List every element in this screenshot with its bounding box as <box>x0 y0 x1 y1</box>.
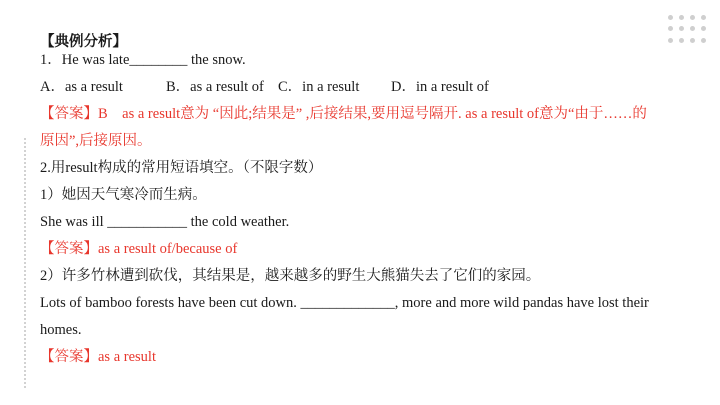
answer-1-line-1: 【答案】B as a result意为 “因此;结果是” ,后接结果,要用逗号隔开. as a result of意为“由于……的 <box>40 106 647 122</box>
item-2-english-line-2: homes. <box>40 322 82 338</box>
item-1-chinese: 1）她因天气寒冷而生病。 <box>40 187 207 203</box>
option-c: C．in a result <box>278 79 360 95</box>
item-1-english: She was ill ___________ the cold weather. <box>40 214 290 230</box>
option-a: A．as a result <box>40 79 123 95</box>
item-2-chinese: 2）许多竹林遭到砍伐，其结果是，越来越多的野生大熊猫失去了它们的家园。 <box>40 268 541 284</box>
answer-1-line-2: 原因”,后接原因。 <box>40 133 152 149</box>
question-1: 1．He was late________ the snow. <box>40 52 246 68</box>
item-2-answer: 【答案】as a result <box>40 349 156 365</box>
dotted-line-decoration <box>24 138 26 388</box>
option-b: B．as a result of <box>166 79 264 95</box>
item-1-answer: 【答案】as a result of/because of <box>40 241 238 257</box>
item-2-english-line-1: Lots of bamboo forests have been cut down. _____________, more and more wild pandas have lost their <box>40 295 649 311</box>
question-1-options <box>40 77 489 97</box>
section-title: 【典例分析】 <box>40 34 127 50</box>
dot-grid-decoration <box>665 12 709 46</box>
option-d: D．in a result of <box>391 79 489 95</box>
question-2-heading: 2.用result构成的常用短语填空。（不限字数） <box>40 160 323 176</box>
